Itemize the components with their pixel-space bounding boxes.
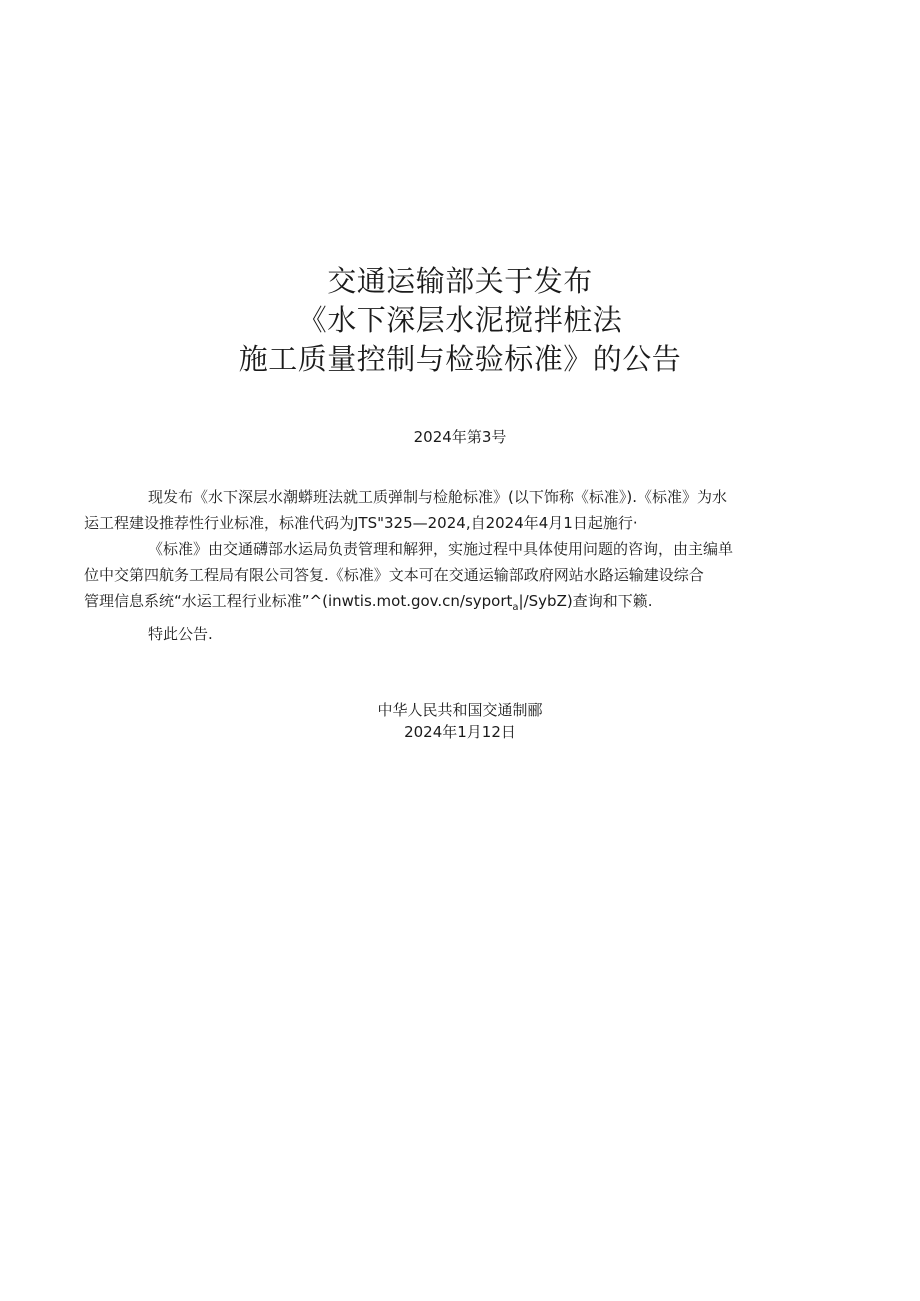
title-line-1: 交通运输部关于发布 — [327, 264, 593, 298]
paragraph-3-line-1: 特此公告. — [148, 625, 213, 643]
paragraph-1 — [84, 484, 806, 536]
issuing-organization: 中华人民共和国交通制郦 — [377, 701, 543, 719]
announcement-title — [0, 262, 920, 379]
paragraph-3 — [116, 621, 806, 647]
paragraph-2-line-3 — [84, 588, 806, 621]
document-number: 2024年第3号 — [413, 428, 507, 446]
title-line-3: 施工质量控制与检验标准》的公告 — [238, 342, 682, 376]
paragraph-1-line-1: 现发布《水下深层水潮蟒班法就工质弹制与检舱标准》(以下饰称《标准》).《标准》为水 — [148, 488, 727, 506]
paragraph-2-line-1: 《标准》由交通礴部水运局负责管理和解狎，实施过程中具体使用问题的咨询，由主编单 — [148, 540, 734, 558]
paragraph-2 — [84, 536, 806, 621]
paragraph-2-line-3-subscript: a — [512, 602, 519, 613]
paragraph-2-line-3-end: |/SybZ)查询和下籁. — [518, 592, 653, 610]
signature-block — [0, 699, 920, 743]
title-line-2: 《水下深层水泥搅拌桩法 — [297, 303, 623, 337]
paragraph-2-line-2: 位中交第四航务工程局有限公司答复.《标准》文本可在交通运输部政府网站水路运输建设综合 — [84, 566, 704, 584]
paragraph-2-line-3-text: 管理信息系统“水运工程行业标准”^(inwtis.mot.gov.cn/syport — [84, 592, 513, 610]
issue-date: 2024年1月12日 — [404, 723, 516, 741]
announcement-body — [84, 484, 806, 647]
paragraph-1-line-2: 运工程建设推荐性行业标准，标准代码为JTS"325—2024,自2024年4月1日起施行· — [84, 514, 638, 532]
